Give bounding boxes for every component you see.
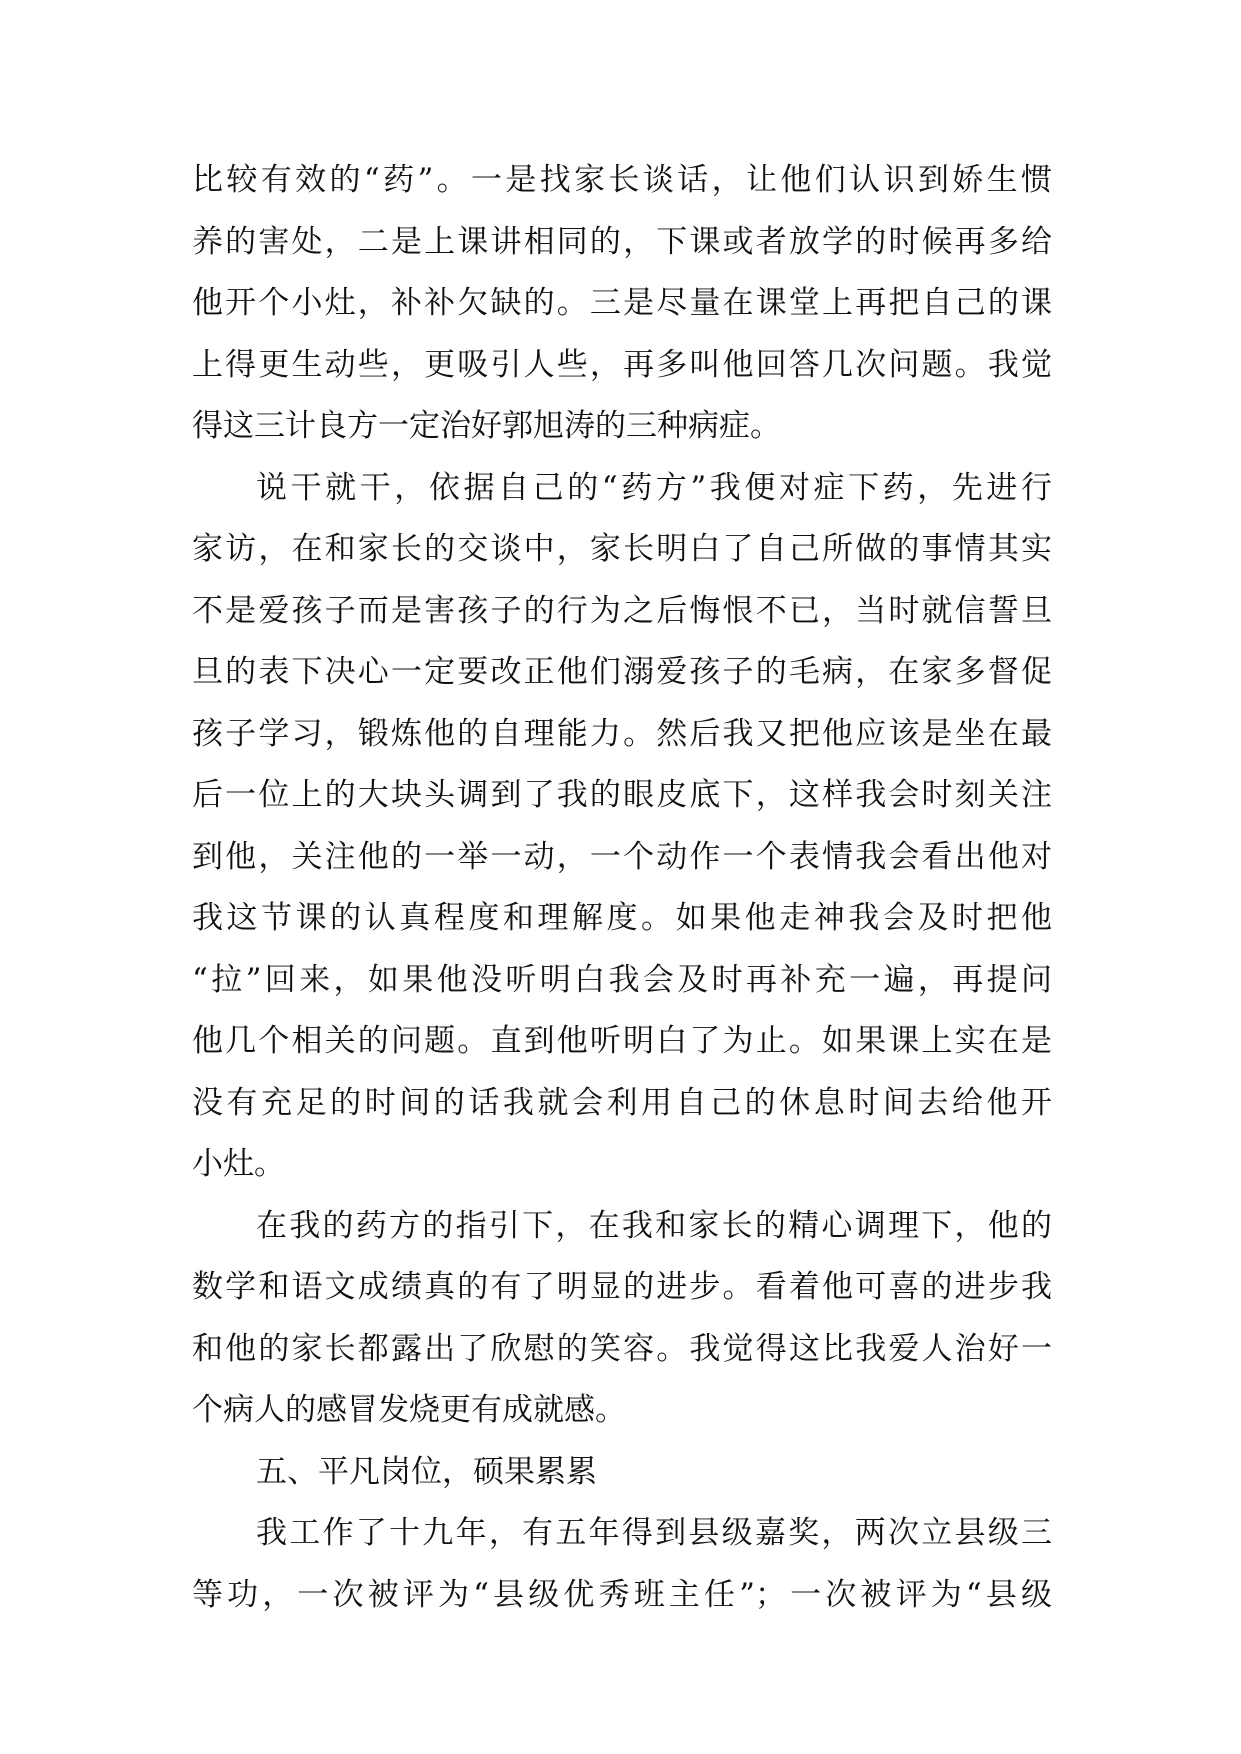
body-text <box>192 150 1052 1626</box>
section-heading <box>192 1442 1052 1504</box>
text-line: 在我的药方的指引下，在我和家长的精心调理下，他的 <box>256 1207 1052 1244</box>
text-line: 没有充足的时间的话我就会利用自己的休息时间去给他开 <box>192 1084 1052 1121</box>
text-line: 我工作了十九年，有五年得到县级嘉奖，两次立县级三 <box>256 1515 1052 1551</box>
paragraph <box>192 1196 1052 1442</box>
text-line: 小灶。 <box>192 1146 285 1182</box>
text-line: 得这三计良方一定治好郭旭涛的三种病症。 <box>192 408 781 444</box>
text-line: 个病人的感冒发烧更有成就感。 <box>192 1392 626 1428</box>
text-line: 数学和语文成绩真的有了明显的进步。看着他可喜的进步我 <box>192 1269 1052 1305</box>
text-line: 上得更生动些，更吸引人些，再多叫他回答几次问题。我觉 <box>192 346 1052 383</box>
text-line: 说干就干，依据自己的“药方”我便对症下药，先进行 <box>256 469 1052 506</box>
text-line: “拉”回来，如果他没听明白我会及时再补充一遍，再提问 <box>192 961 1052 998</box>
text-line: 到他，关注他的一举一动，一个动作一个表情我会看出他对 <box>192 838 1052 875</box>
text-line: 后一位上的大块头调到了我的眼皮底下，这样我会时刻关注 <box>192 777 1052 813</box>
text-line: 等功，一次被评为“县级优秀班主任”；一次被评为“县级 <box>192 1576 1052 1613</box>
text-line: 养的害处，二是上课讲相同的，下课或者放学的时候再多给 <box>192 223 1052 260</box>
text-line: 不是爱孩子而是害孩子的行为之后悔恨不已，当时就信誓旦 <box>192 592 1052 629</box>
paragraph <box>192 150 1052 458</box>
paragraph <box>192 458 1052 1196</box>
text-line: 比较有效的“药”。一是找家长谈话，让他们认识到娇生惯 <box>192 162 1052 198</box>
text-line: 他开个小灶，补补欠缺的。三是尽量在课堂上再把自己的课 <box>192 285 1052 321</box>
text-line: 孩子学习，锻炼他的自理能力。然后我又把他应该是坐在最 <box>192 715 1052 752</box>
text-line: 他几个相关的问题。直到他听明白了为止。如果课上实在是 <box>192 1023 1052 1059</box>
text-line: 旦的表下决心一定要改正他们溺爱孩子的毛病，在家多督促 <box>192 654 1052 690</box>
heading-text: 五、平凡岗位，硕果累累 <box>256 1453 597 1490</box>
text-line: 我这节课的认真程度和理解度。如果他走神我会及时把他 <box>192 900 1052 936</box>
text-line: 和他的家长都露出了欣慰的笑容。我觉得这比我爱人治好一 <box>192 1330 1052 1367</box>
paragraph <box>192 1503 1052 1626</box>
text-line: 家访，在和家长的交谈中，家长明白了自己所做的事情其实 <box>192 531 1052 567</box>
